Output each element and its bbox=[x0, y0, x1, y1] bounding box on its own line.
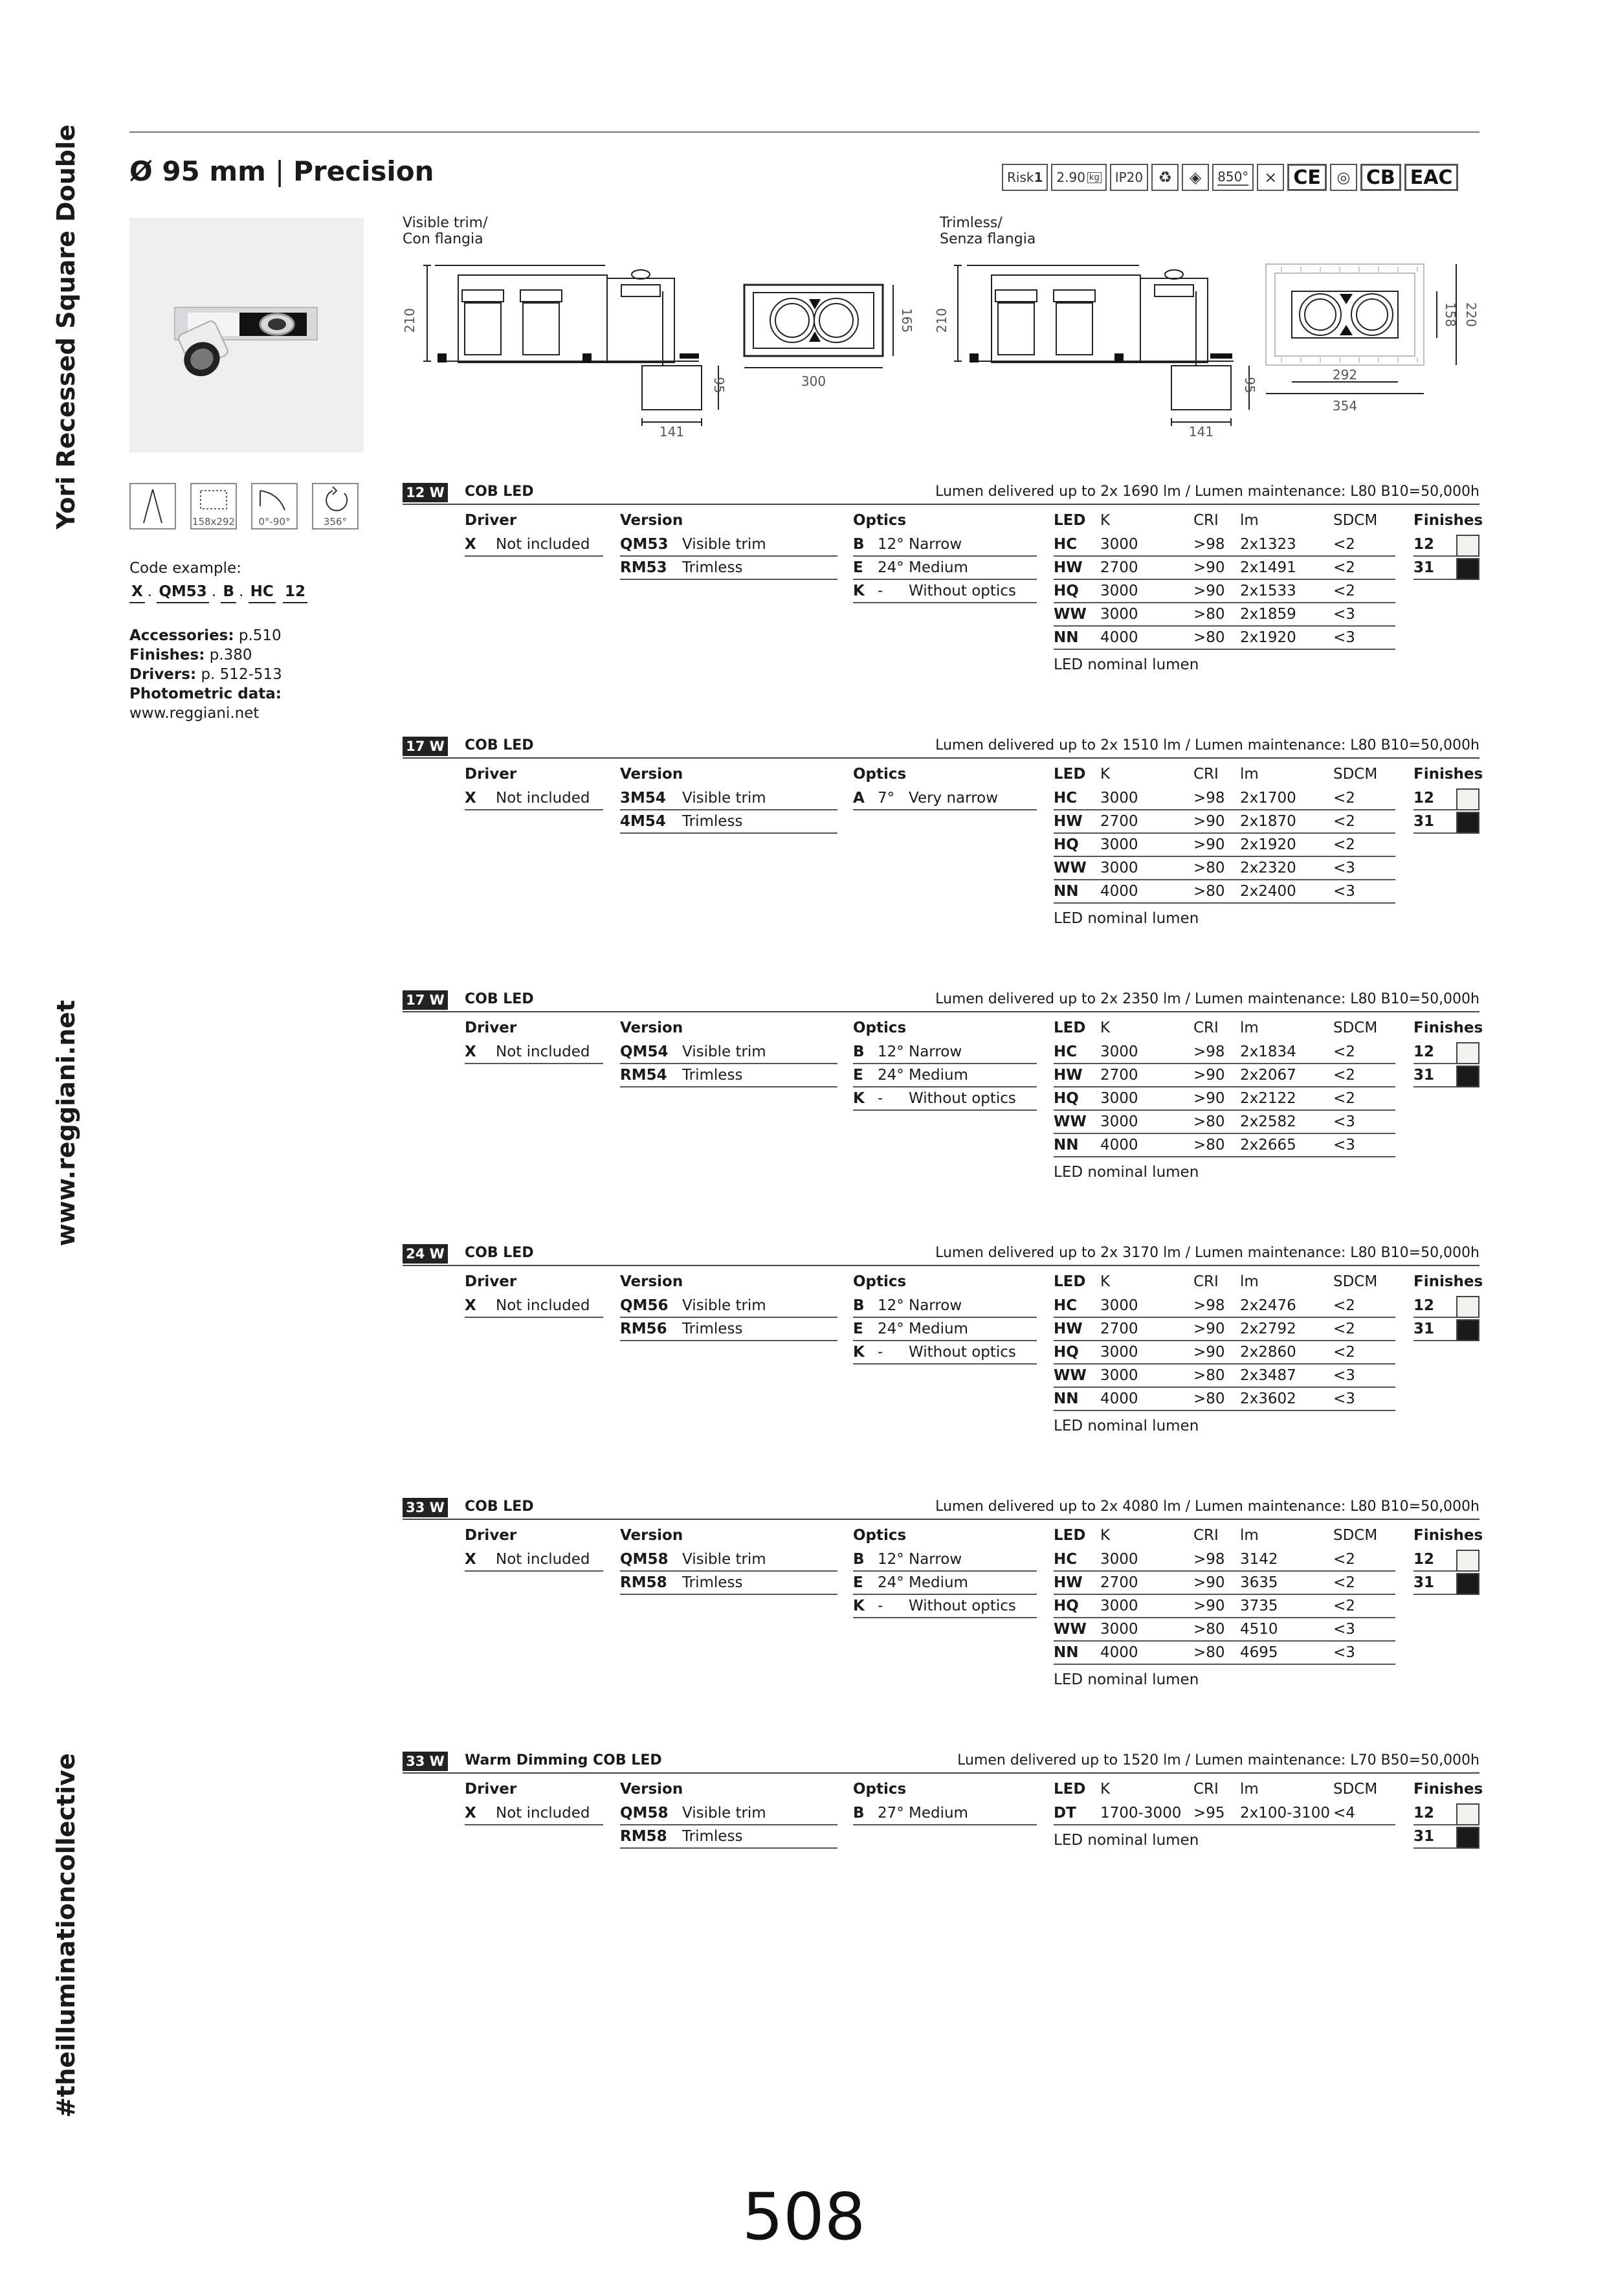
finishes-header: Finishes bbox=[1413, 1273, 1483, 1290]
led-type: COB LED bbox=[465, 737, 534, 753]
lumen-info: Lumen delivered up to 2x 4080 lm / Lumen maintenance: L80 B10=50,000h bbox=[935, 1499, 1479, 1515]
recycle-icon: ♻ bbox=[1151, 164, 1179, 191]
led-type: COB LED bbox=[465, 1245, 534, 1261]
trimless-label: Trimless/ Senza flangia bbox=[940, 215, 1036, 247]
led-note: LED nominal lumen bbox=[1054, 910, 1199, 927]
led-type: COB LED bbox=[465, 484, 534, 500]
version-option: RM54 Trimless bbox=[620, 1064, 837, 1087]
optics-option: A 7° Very narrow bbox=[853, 787, 1037, 810]
version-column bbox=[620, 507, 837, 580]
led-row: NN 4000 >80 4695 <3 bbox=[1054, 1642, 1395, 1665]
finishes-column bbox=[1413, 1269, 1483, 1341]
tilt-icon: 0°-90° bbox=[251, 483, 298, 529]
finish-option[interactable]: 31 bbox=[1413, 1318, 1479, 1341]
driver-option: X Not included bbox=[465, 787, 603, 810]
led-row: HW 2700 >90 2x1491 <2 bbox=[1054, 557, 1395, 580]
version-header: Version bbox=[620, 1020, 683, 1036]
optics-column bbox=[853, 761, 1037, 810]
led-row: WW 3000 >80 4510 <3 bbox=[1054, 1618, 1395, 1642]
led-column bbox=[1054, 507, 1395, 677]
code-example-label: Code example: bbox=[129, 560, 241, 577]
optics-header: Optics bbox=[853, 1273, 907, 1290]
section-header bbox=[403, 990, 1479, 1012]
led-row: NN 4000 >80 2x1920 <3 bbox=[1054, 627, 1395, 650]
led-column bbox=[1054, 1776, 1395, 1853]
wattage-badge: 33 W bbox=[403, 1752, 448, 1771]
section-header bbox=[403, 1244, 1479, 1266]
lumen-info: Lumen delivered up to 2x 1510 lm / Lumen maintenance: L80 B10=50,000h bbox=[935, 737, 1479, 753]
references: Accessories: p.510 Finishes: p.380 Drivers: p. 512-513 Photometric data: www.reggiani.net bbox=[129, 627, 282, 723]
driver-option: X Not included bbox=[465, 1295, 603, 1318]
led-header: LED K CRI lm SDCM bbox=[1054, 1020, 1378, 1036]
cutout-icon: 158x292 bbox=[190, 483, 237, 529]
dim-cut-w-inner: 292 bbox=[1332, 367, 1358, 383]
driver-header: Driver bbox=[465, 1781, 517, 1798]
page-number: 508 bbox=[742, 2179, 866, 2255]
wattage-badge: 12 W bbox=[403, 483, 448, 502]
hashtag-side-text: #theilluminationcollective bbox=[52, 1753, 80, 2118]
product-section bbox=[403, 1244, 1483, 1434]
title-separator: | bbox=[274, 155, 285, 187]
product-section bbox=[403, 990, 1483, 1181]
optics-option: E 24° Medium bbox=[853, 1318, 1037, 1341]
driver-column bbox=[465, 761, 603, 810]
finish-swatch[interactable] bbox=[1456, 1296, 1479, 1318]
product-section bbox=[403, 483, 1483, 673]
series-side-title: Yori Recessed Square Double bbox=[52, 124, 80, 529]
code-part-optics: B bbox=[221, 583, 236, 603]
version-header: Version bbox=[620, 1527, 683, 1544]
led-column bbox=[1054, 1522, 1395, 1692]
driver-header: Driver bbox=[465, 1020, 517, 1036]
wattage-badge: 17 W bbox=[403, 737, 448, 756]
finish-option[interactable]: 12 bbox=[1413, 1548, 1479, 1572]
dim-width: 141 bbox=[659, 424, 685, 440]
optics-header: Optics bbox=[853, 1527, 907, 1544]
optics-option: K - Without optics bbox=[853, 1341, 1037, 1365]
code-part-version: QM53 bbox=[157, 583, 208, 603]
product-name: Precision bbox=[293, 155, 434, 187]
led-header: LED K CRI lm SDCM bbox=[1054, 512, 1378, 529]
product-illustration bbox=[129, 218, 364, 452]
optics-header: Optics bbox=[853, 1781, 907, 1798]
cb-mark-icon: CB bbox=[1360, 164, 1401, 191]
finish-option[interactable]: 31 bbox=[1413, 810, 1479, 834]
optics-option: E 24° Medium bbox=[853, 557, 1037, 580]
led-note: LED nominal lumen bbox=[1054, 1671, 1199, 1688]
led-row: HC 3000 >98 2x1834 <2 bbox=[1054, 1041, 1395, 1064]
led-note: LED nominal lumen bbox=[1054, 1164, 1199, 1181]
finish-option[interactable]: 31 bbox=[1413, 557, 1479, 580]
version-option: RM58 Trimless bbox=[620, 1572, 837, 1595]
version-option: RM58 Trimless bbox=[620, 1825, 837, 1849]
dim-width-trimless: 141 bbox=[1188, 424, 1214, 440]
version-option: RM56 Trimless bbox=[620, 1318, 837, 1341]
finish-swatch[interactable] bbox=[1456, 1573, 1479, 1595]
glow-wire-badge: 850° bbox=[1212, 164, 1254, 191]
dim-cut-height: 165 bbox=[899, 307, 914, 333]
led-note: LED nominal lumen bbox=[1054, 1832, 1199, 1849]
finishes-ref[interactable]: p.380 bbox=[209, 646, 252, 663]
version-column bbox=[620, 1522, 837, 1595]
dim-height-trimless: 210 bbox=[934, 307, 949, 333]
finish-option[interactable]: 12 bbox=[1413, 787, 1479, 810]
driver-option: X Not included bbox=[465, 1041, 603, 1064]
optics-header: Optics bbox=[853, 1020, 907, 1036]
driver-option: X Not included bbox=[465, 1802, 603, 1825]
version-option: QM54 Visible trim bbox=[620, 1041, 837, 1064]
rotation-icon: 356° bbox=[312, 483, 359, 529]
led-note: LED nominal lumen bbox=[1054, 656, 1199, 673]
led-header: LED K CRI lm SDCM bbox=[1054, 1781, 1378, 1798]
led-row: WW 3000 >80 2x1859 <3 bbox=[1054, 603, 1395, 627]
led-row: WW 3000 >80 2x2582 <3 bbox=[1054, 1111, 1395, 1134]
optics-option: E 24° Medium bbox=[853, 1064, 1037, 1087]
code-part-led: HC bbox=[249, 583, 276, 603]
dim-cut-h-outer: 220 bbox=[1463, 302, 1479, 328]
dim-cut-w-outer: 354 bbox=[1332, 398, 1358, 414]
version-option: QM58 Visible trim bbox=[620, 1802, 837, 1825]
led-note: LED nominal lumen bbox=[1054, 1418, 1199, 1434]
section-header bbox=[403, 1498, 1479, 1520]
driver-column bbox=[465, 507, 603, 557]
led-row: HQ 3000 >90 2x2860 <2 bbox=[1054, 1341, 1395, 1365]
led-column bbox=[1054, 1015, 1395, 1185]
finish-option[interactable]: 31 bbox=[1413, 1572, 1479, 1595]
certification-badges bbox=[1002, 164, 1458, 191]
optics-option: K - Without optics bbox=[853, 580, 1037, 603]
dim-height: 210 bbox=[402, 307, 417, 333]
driver-header: Driver bbox=[465, 766, 517, 783]
finish-option[interactable]: 31 bbox=[1413, 1825, 1479, 1849]
code-part-finish: 12 bbox=[283, 583, 307, 603]
optics-header: Optics bbox=[853, 512, 907, 529]
version-header: Version bbox=[620, 1781, 683, 1798]
version-option: QM53 Visible trim bbox=[620, 533, 837, 557]
finishes-header: Finishes bbox=[1413, 766, 1483, 783]
finishes-column bbox=[1413, 1522, 1483, 1595]
ce-mark-icon: CE bbox=[1287, 164, 1327, 191]
photometric-link[interactable]: www.reggiani.net bbox=[129, 704, 260, 722]
led-row: HQ 3000 >90 3735 <2 bbox=[1054, 1595, 1395, 1618]
optics-header: Optics bbox=[853, 766, 907, 783]
led-row: HW 2700 >90 2x2792 <2 bbox=[1054, 1318, 1395, 1341]
driver-header: Driver bbox=[465, 1273, 517, 1290]
dim-cut-width: 300 bbox=[801, 373, 826, 389]
version-column bbox=[620, 1015, 837, 1087]
led-header: LED K CRI lm SDCM bbox=[1054, 1527, 1378, 1544]
header-rule bbox=[129, 131, 1479, 133]
optics-column bbox=[853, 1015, 1037, 1111]
finishes-header: Finishes bbox=[1413, 1781, 1483, 1798]
led-column bbox=[1054, 1269, 1395, 1438]
led-row: HW 2700 >90 2x2067 <2 bbox=[1054, 1064, 1395, 1087]
version-option: 4M54 Trimless bbox=[620, 810, 837, 834]
section-header bbox=[403, 737, 1479, 759]
optics-column bbox=[853, 507, 1037, 603]
wattage-badge: 24 W bbox=[403, 1244, 448, 1264]
led-column bbox=[1054, 761, 1395, 931]
version-header: Version bbox=[620, 1273, 683, 1290]
version-column bbox=[620, 1776, 837, 1849]
finish-option[interactable]: 12 bbox=[1413, 1295, 1479, 1318]
finish-option[interactable]: 31 bbox=[1413, 1064, 1479, 1087]
led-row: HQ 3000 >90 2x1533 <2 bbox=[1054, 580, 1395, 603]
product-section bbox=[403, 737, 1483, 927]
finish-swatch[interactable] bbox=[1456, 812, 1479, 834]
led-row: HC 3000 >98 2x1323 <2 bbox=[1054, 533, 1395, 557]
driver-option: X Not included bbox=[465, 1548, 603, 1572]
finishes-header: Finishes bbox=[1413, 512, 1483, 529]
driver-column bbox=[465, 1776, 603, 1825]
led-row: NN 4000 >80 2x3602 <3 bbox=[1054, 1388, 1395, 1411]
optics-option: B 12° Narrow bbox=[853, 1295, 1037, 1318]
product-section bbox=[403, 1752, 1483, 1849]
version-option: RM53 Trimless bbox=[620, 557, 837, 580]
finish-swatch[interactable] bbox=[1456, 535, 1479, 557]
finish-swatch[interactable] bbox=[1456, 558, 1479, 580]
accessories-ref[interactable]: p.510 bbox=[238, 627, 282, 644]
visible-trim-drawing bbox=[401, 252, 914, 440]
version-header: Version bbox=[620, 766, 683, 783]
drivers-ref[interactable]: p. 512-513 bbox=[201, 665, 282, 683]
class-iii-icon: ◈ bbox=[1182, 164, 1209, 191]
version-option: 3M54 Visible trim bbox=[620, 787, 837, 810]
finish-swatch[interactable] bbox=[1456, 1065, 1479, 1087]
product-photo bbox=[129, 218, 364, 452]
led-row: HQ 3000 >90 2x1920 <2 bbox=[1054, 834, 1395, 857]
optics-column bbox=[853, 1522, 1037, 1618]
version-option: QM58 Visible trim bbox=[620, 1548, 837, 1572]
optics-option: K - Without optics bbox=[853, 1595, 1037, 1618]
driver-option: X Not included bbox=[465, 533, 603, 557]
dim-depth: 95 bbox=[711, 377, 727, 394]
no-insulation-icon: ⨯ bbox=[1257, 164, 1284, 191]
driver-column bbox=[465, 1015, 603, 1064]
version-header: Version bbox=[620, 512, 683, 529]
section-header bbox=[403, 483, 1479, 505]
optics-option: B 12° Narrow bbox=[853, 533, 1037, 557]
finish-swatch[interactable] bbox=[1456, 788, 1479, 810]
dim-depth-trimless: 95 bbox=[1242, 377, 1258, 394]
led-row: HC 3000 >98 2x1700 <2 bbox=[1054, 787, 1395, 810]
led-row: HC 3000 >98 3142 <2 bbox=[1054, 1548, 1395, 1572]
wattage-badge: 33 W bbox=[403, 1498, 448, 1517]
wattage-badge: 17 W bbox=[403, 990, 448, 1010]
lumen-info: Lumen delivered up to 2x 3170 lm / Lumen maintenance: L80 B10=50,000h bbox=[935, 1245, 1479, 1261]
led-type: Warm Dimming COB LED bbox=[465, 1752, 662, 1768]
led-row: DT 1700-3000 >95 2x100-3100 <4 bbox=[1054, 1802, 1395, 1825]
optics-option: B 27° Medium bbox=[853, 1802, 1037, 1825]
visible-trim-label: Visible trim/ Con flangia bbox=[403, 215, 488, 247]
optics-column bbox=[853, 1269, 1037, 1365]
section-header bbox=[403, 1752, 1479, 1774]
lumen-info: Lumen delivered up to 1520 lm / Lumen maintenance: L70 B50=50,000h bbox=[957, 1752, 1479, 1768]
finish-swatch[interactable] bbox=[1456, 1550, 1479, 1572]
dim-cut-h-inner: 158 bbox=[1443, 302, 1458, 328]
finish-swatch[interactable] bbox=[1456, 1827, 1479, 1849]
led-row: HQ 3000 >90 2x2122 <2 bbox=[1054, 1087, 1395, 1111]
version-option: QM56 Visible trim bbox=[620, 1295, 837, 1318]
finish-option[interactable]: 12 bbox=[1413, 533, 1479, 557]
eac-mark-icon: EAC bbox=[1404, 164, 1459, 191]
led-row: NN 4000 >80 2x2665 <3 bbox=[1054, 1134, 1395, 1157]
finishes-column bbox=[1413, 761, 1483, 834]
finish-swatch[interactable] bbox=[1456, 1319, 1479, 1341]
trimless-drawing bbox=[934, 252, 1482, 440]
finish-swatch[interactable] bbox=[1456, 1803, 1479, 1825]
finishes-column bbox=[1413, 507, 1483, 580]
risk-badge: Risk 1 bbox=[1002, 164, 1048, 191]
finishes-header: Finishes bbox=[1413, 1020, 1483, 1036]
finishes-column bbox=[1413, 1015, 1483, 1087]
ip-badge: IP20 bbox=[1110, 164, 1148, 191]
optics-option: K - Without optics bbox=[853, 1087, 1037, 1111]
lumen-info: Lumen delivered up to 2x 1690 lm / Lumen maintenance: L80 B10=50,000h bbox=[935, 484, 1479, 500]
finishes-header: Finishes bbox=[1413, 1527, 1483, 1544]
led-header: LED K CRI lm SDCM bbox=[1054, 766, 1378, 783]
version-column bbox=[620, 761, 837, 834]
optics-option: E 24° Medium bbox=[853, 1572, 1037, 1595]
optics-column bbox=[853, 1776, 1037, 1825]
weight-badge: 2.90 kg bbox=[1051, 164, 1106, 191]
beam-icon bbox=[129, 483, 176, 529]
led-row: WW 3000 >80 2x3487 <3 bbox=[1054, 1365, 1395, 1388]
led-row: WW 3000 >80 2x2320 <3 bbox=[1054, 857, 1395, 880]
finishes-column bbox=[1413, 1776, 1483, 1849]
finish-option[interactable]: 12 bbox=[1413, 1802, 1479, 1825]
website-side-text[interactable]: www.reggiani.net bbox=[52, 999, 80, 1247]
ccc-mark-icon: ◎ bbox=[1330, 164, 1357, 191]
version-column bbox=[620, 1269, 837, 1341]
finish-swatch[interactable] bbox=[1456, 1042, 1479, 1064]
diameter: Ø 95 mm bbox=[129, 155, 266, 187]
code-example: Code example: X . QM53 . B . HC 12 bbox=[129, 559, 310, 603]
product-section bbox=[403, 1498, 1483, 1688]
driver-header: Driver bbox=[465, 1527, 517, 1544]
led-row: NN 4000 >80 2x2400 <3 bbox=[1054, 880, 1395, 904]
finish-option[interactable]: 12 bbox=[1413, 1041, 1479, 1064]
led-row: HW 2700 >90 2x1870 <2 bbox=[1054, 810, 1395, 834]
led-row: HW 2700 >90 3635 <2 bbox=[1054, 1572, 1395, 1595]
led-type: COB LED bbox=[465, 991, 534, 1007]
driver-header: Driver bbox=[465, 512, 517, 529]
led-header: LED K CRI lm SDCM bbox=[1054, 1273, 1378, 1290]
page-title bbox=[129, 155, 434, 187]
optics-option: B 12° Narrow bbox=[853, 1041, 1037, 1064]
driver-column bbox=[465, 1269, 603, 1318]
led-row: HC 3000 >98 2x2476 <2 bbox=[1054, 1295, 1395, 1318]
driver-column bbox=[465, 1522, 603, 1572]
optics-option: B 12° Narrow bbox=[853, 1548, 1037, 1572]
code-part-driver: X bbox=[129, 583, 145, 603]
lumen-info: Lumen delivered up to 2x 2350 lm / Lumen maintenance: L80 B10=50,000h bbox=[935, 991, 1479, 1007]
pictogram-row bbox=[129, 483, 359, 529]
led-type: COB LED bbox=[465, 1499, 534, 1515]
